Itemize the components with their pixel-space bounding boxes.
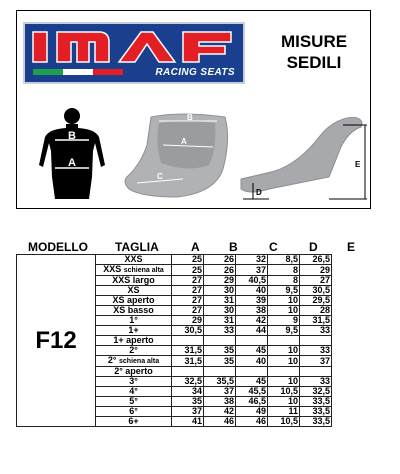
- size-name: XS aperto: [112, 295, 155, 305]
- size-cell: [96, 255, 172, 265]
- column-header-e: E: [347, 240, 356, 254]
- measure-c-cell: 46,5: [236, 397, 268, 407]
- measure-b-cell: 30: [204, 286, 236, 296]
- measure-d-cell: 9,5: [268, 326, 300, 336]
- measure-e-cell: 29,5: [300, 296, 332, 306]
- size-name: XXS largo: [112, 275, 155, 285]
- measure-e-cell: 26,5: [300, 255, 332, 265]
- measure-b-cell: 35: [204, 346, 236, 356]
- imaf-logo: [23, 22, 245, 84]
- measure-c-cell: 40,5: [236, 276, 268, 286]
- title-line-2: SEDILI: [286, 53, 342, 72]
- measure-b-cell: 42: [204, 407, 236, 417]
- size-cell: [96, 407, 172, 417]
- size-name: XXS: [103, 264, 122, 274]
- torso-diagram: [35, 107, 109, 203]
- size-name: 2°: [129, 345, 138, 355]
- column-header-c: C: [269, 240, 278, 254]
- seat-measurements-body: [17, 255, 332, 427]
- size-name: XS: [127, 285, 140, 295]
- seat-side-diagram: [239, 117, 369, 203]
- size-name: 1+ aperto: [113, 335, 154, 345]
- size-cell: [96, 346, 172, 356]
- measure-b-cell: 26: [204, 255, 236, 265]
- torso-label-b: B: [68, 130, 76, 142]
- column-header-d: D: [309, 240, 318, 254]
- measure-a-cell: 35: [172, 397, 204, 407]
- measure-e-cell: 30,5: [300, 286, 332, 296]
- measure-e-cell: 27: [300, 276, 332, 286]
- measure-a-cell: 31,5: [172, 346, 204, 356]
- torso-label-a: A: [68, 157, 76, 169]
- table-row: [17, 255, 332, 265]
- measure-c-cell: [236, 336, 268, 346]
- size-name: 2°: [107, 355, 117, 365]
- header-panel: [16, 10, 371, 209]
- size-cell: [96, 286, 172, 296]
- size-name: 1°: [129, 315, 138, 325]
- size-cell: [96, 326, 172, 336]
- measure-b-cell: 35: [204, 356, 236, 367]
- measure-e-cell: 33,5: [300, 397, 332, 407]
- size-note: schiena alta: [119, 358, 160, 365]
- title-line-1: MISURE: [280, 32, 348, 51]
- measure-a-cell: 32,5: [172, 377, 204, 387]
- seat-label-b: B: [187, 113, 193, 122]
- measure-a-cell: 34: [172, 387, 204, 397]
- size-cell: [96, 316, 172, 326]
- size-name: 6+: [128, 416, 139, 426]
- measure-e-cell: 29: [300, 265, 332, 276]
- size-cell: [96, 276, 172, 286]
- size-name: XS basso: [113, 305, 154, 315]
- measure-e-cell: 33,5: [300, 407, 332, 417]
- measure-d-cell: 10: [268, 377, 300, 387]
- measure-a-cell: 25: [172, 265, 204, 276]
- size-name: 2° aperto: [114, 366, 153, 376]
- measure-d-cell: 9,5: [268, 286, 300, 296]
- measure-c-cell: 45: [236, 377, 268, 387]
- measure-d-cell: 8: [268, 276, 300, 286]
- measure-e-cell: 33: [300, 326, 332, 336]
- measure-b-cell: 30: [204, 306, 236, 316]
- measure-b-cell: 33: [204, 326, 236, 336]
- measure-c-cell: 42: [236, 316, 268, 326]
- size-cell: [96, 265, 172, 276]
- measure-a-cell: 31,5: [172, 356, 204, 367]
- measure-a-cell: 30,5: [172, 326, 204, 336]
- size-name: 6°: [129, 406, 138, 416]
- measure-c-cell: 45: [236, 346, 268, 356]
- measure-e-cell: 28: [300, 306, 332, 316]
- seat-measurements-table: [16, 254, 332, 427]
- measure-d-cell: 11: [268, 407, 300, 417]
- measure-c-cell: 32: [236, 255, 268, 265]
- size-cell: [96, 336, 172, 346]
- measure-b-cell: 35,5: [204, 377, 236, 387]
- measure-c-cell: 38: [236, 306, 268, 316]
- measure-e-cell: 37: [300, 356, 332, 367]
- measure-c-cell: 40: [236, 356, 268, 367]
- measure-d-cell: [268, 336, 300, 346]
- size-cell: [96, 377, 172, 387]
- measure-a-cell: [172, 336, 204, 346]
- measure-e-cell: [300, 336, 332, 346]
- measure-b-cell: 26: [204, 265, 236, 276]
- size-cell: [96, 356, 172, 367]
- size-name: XXS: [124, 254, 143, 264]
- measure-d-cell: 10,5: [268, 417, 300, 427]
- measure-d-cell: 10: [268, 346, 300, 356]
- measure-b-cell: 29: [204, 276, 236, 286]
- measure-d-cell: 8,5: [268, 255, 300, 265]
- model-name: F12: [17, 255, 96, 427]
- measure-e-cell: 31,5: [300, 316, 332, 326]
- measure-e-cell: 32,5: [300, 387, 332, 397]
- size-name: 3°: [129, 376, 138, 386]
- measure-e-cell: 33: [300, 346, 332, 356]
- size-cell: [96, 296, 172, 306]
- measure-d-cell: 10: [268, 296, 300, 306]
- column-header-b: B: [229, 240, 238, 254]
- measure-b-cell: [204, 336, 236, 346]
- seat-label-e: E: [355, 160, 361, 169]
- measure-d-cell: 9: [268, 316, 300, 326]
- column-header-a: A: [191, 240, 200, 254]
- imaf-logo-mark: [29, 28, 241, 68]
- size-note: schiena alta: [123, 267, 164, 274]
- measure-c-cell: 40: [236, 286, 268, 296]
- measure-a-cell: 41: [172, 417, 204, 427]
- measure-e-cell: 33,5: [300, 417, 332, 427]
- measure-b-cell: [204, 367, 236, 377]
- measure-c-cell: 44: [236, 326, 268, 336]
- measure-c-cell: 39: [236, 296, 268, 306]
- measure-b-cell: 31: [204, 316, 236, 326]
- size-cell: [96, 397, 172, 407]
- seat-front-diagram: [117, 109, 235, 203]
- measure-e-cell: 33: [300, 377, 332, 387]
- measure-a-cell: 27: [172, 276, 204, 286]
- measure-a-cell: 37: [172, 407, 204, 417]
- seat-label-d: D: [256, 188, 262, 197]
- measure-b-cell: 31: [204, 296, 236, 306]
- measure-a-cell: 27: [172, 306, 204, 316]
- size-cell: [96, 387, 172, 397]
- column-header-model: MODELLO: [28, 240, 88, 254]
- measure-d-cell: 10: [268, 306, 300, 316]
- measure-c-cell: 49: [236, 407, 268, 417]
- measure-a-cell: 29: [172, 316, 204, 326]
- measure-a-cell: 27: [172, 296, 204, 306]
- size-name: 5°: [129, 396, 138, 406]
- measure-a-cell: [172, 367, 204, 377]
- measure-d-cell: 8: [268, 265, 300, 276]
- measure-d-cell: 10: [268, 397, 300, 407]
- measure-b-cell: 46: [204, 417, 236, 427]
- italian-flag-stripe: [33, 69, 123, 75]
- measure-d-cell: [268, 367, 300, 377]
- size-cell: [96, 367, 172, 377]
- measure-c-cell: 46: [236, 417, 268, 427]
- document-title: [260, 31, 368, 73]
- seat-label-a: A: [181, 137, 187, 146]
- measure-a-cell: 27: [172, 286, 204, 296]
- size-cell: [96, 306, 172, 316]
- measure-c-cell: 37: [236, 265, 268, 276]
- measure-d-cell: 10,5: [268, 387, 300, 397]
- size-name: 4°: [129, 386, 138, 396]
- measure-b-cell: 38: [204, 397, 236, 407]
- measure-c-cell: [236, 367, 268, 377]
- seat-label-c: C: [157, 172, 163, 181]
- measure-b-cell: 37: [204, 387, 236, 397]
- size-name: 1+: [128, 325, 139, 335]
- measure-d-cell: 10: [268, 356, 300, 367]
- size-cell: [96, 417, 172, 427]
- measure-a-cell: 25: [172, 255, 204, 265]
- column-header-size: TAGLIA: [115, 240, 159, 254]
- measure-e-cell: [300, 367, 332, 377]
- measure-c-cell: 45,5: [236, 387, 268, 397]
- logo-tagline: RACING SEATS: [155, 67, 235, 78]
